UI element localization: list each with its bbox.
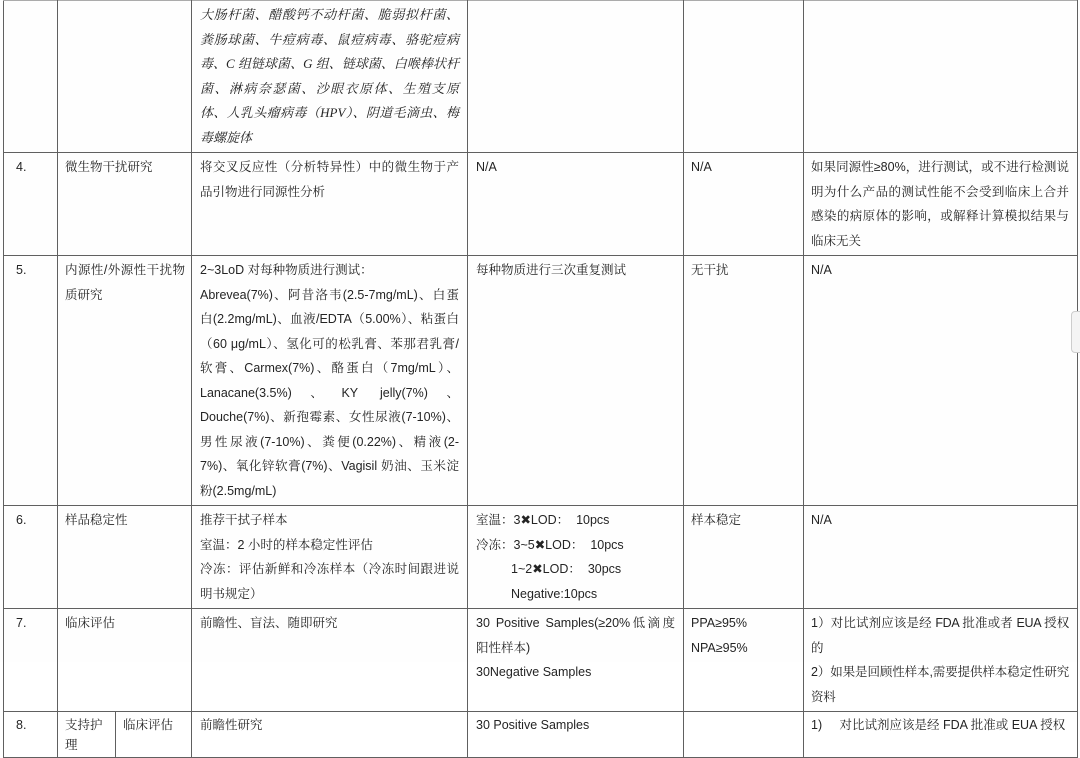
row-number-cell [4,1,58,153]
study-item-cell [58,609,192,712]
remark-item: 2）如果是回顾性样本,需要提供样本稳定性研究资料 [811,665,1069,704]
remark-text: N/A [811,263,832,277]
acceptance-criteria-cell [684,712,804,758]
study-item-label: 内源性/外源性干扰物质研究 [65,263,185,302]
study-design-line: 冷冻：评估新鲜和冷冻样本（冷冻时间跟进说明书规定） [200,562,459,601]
study-design-line: 2~3LoD 对每种物质进行测试： [200,263,373,277]
study-subitem-label: 临床评估 [123,718,174,732]
sample-size-line: 30 Positive Samples(≥20%低滴度阳性样本) [476,616,675,655]
acceptance-criteria-cell [684,506,804,609]
remark-cell [804,256,1078,506]
row-number-cell [4,506,58,609]
remark-cell [804,712,1078,758]
study-design-cell [192,1,468,153]
remark-text: N/A [811,513,832,527]
study-design-cell [192,153,468,256]
row-number: 6. [16,513,27,527]
sample-size-cell [468,153,684,256]
remark-cell [804,506,1078,609]
study-item-cell [58,506,192,609]
study-design-text: 将交叉反应性（分析特异性）中的微生物于产品引物进行同源性分析 [200,160,459,199]
sample-size-cell [468,1,684,153]
remark-cell [804,1,1078,153]
sample-size-cell [468,256,684,506]
study-design-cell [192,609,468,712]
viewer-scroll-handle-icon[interactable] [1071,311,1080,353]
row-number: 4. [16,160,27,174]
table-row-8 [4,712,1078,758]
study-design-cell [192,506,468,609]
sample-size-line: Negative:10pcs [511,586,598,601]
table-row-5 [4,256,1078,506]
sample-size-text: N/A [476,160,497,174]
study-item-cell [58,1,192,153]
acceptance-criteria-line: NPA≥95% [691,640,748,655]
remark-cell [804,153,1078,256]
table-row-4 [4,153,1078,256]
row-number: 8. [16,718,27,732]
acceptance-criteria-cell [684,609,804,712]
acceptance-criteria-text: 无干扰 [691,263,729,277]
study-subitem-cell [116,712,192,758]
row-number: 5. [16,263,27,277]
remark-text: 1) 对比试剂应该是经 FDA 批准或 EUA 授权 [811,718,1066,732]
sample-size-text: 30 Positive Samples [476,718,590,732]
interferent-list-text: Abrevea(7%)、阿昔洛韦(2.5-7mg/mL)、白蛋白(2.2mg/mL)、血液/EDTA（5.00%）、粘蛋白（60 μg/mL）、氢化可的松乳膏、苯那君乳膏/软膏、Carmex(7%)、酪蛋白（7mg/mL）、Lanacane(3.5%)、KY jelly(7%)、Douche(7%)、新孢霉素、女性尿液(7-10%)、男性尿液(7-10%)、粪便(0.22%)、精液(2-7%)、氧化锌软膏(7%)、Vagisil 奶油、玉米淀粉(2.5mg/mL) [200,287,459,498]
study-design-line: 推荐干拭子样本 [200,513,288,527]
study-item-label: 支持护理 [65,718,103,752]
study-item-cell [58,153,192,256]
row-number-cell [4,609,58,712]
sample-size-line: 1~2✖LOD： 30pcs [511,562,622,576]
study-design-cell [192,712,468,758]
study-design-text: 前瞻性、盲法、随即研究 [200,616,338,630]
acceptance-criteria-cell [684,1,804,153]
acceptance-criteria-line: PPA≥95% [691,616,747,630]
acceptance-criteria-cell [684,256,804,506]
study-item-cell [58,712,116,758]
acceptance-criteria-text: N/A [691,160,712,174]
remark-item: 1）对比试剂应该是经 FDA 批准或者 EUA 授权的 [811,616,1069,655]
acceptance-criteria-cell [684,153,804,256]
organism-list-text: 大肠杆菌、醋酸钙不动杆菌、脆弱拟杆菌、粪肠球菌、牛痘病毒、鼠痘病毒、骆驼痘病毒、C 组链球菌、G 组、链球菌、白喉棒状杆菌、淋病奈瑟菌、沙眼衣原体、生殖支原体、人乳头瘤病毒（HPV）、阴道毛滴虫、梅毒螺旋体 [200,7,459,145]
row-number: 7. [16,616,27,630]
sample-size-cell [468,609,684,712]
remark-cell [804,609,1078,712]
table-row-continued [4,1,1078,153]
study-item-label: 微生物干扰研究 [65,160,153,174]
sample-size-line: 室温：3✖LOD： 10pcs [476,513,610,527]
sample-size-text: 每种物质进行三次重复测试 [476,263,627,277]
study-design-text: 前瞻性研究 [200,718,263,732]
sample-size-cell [468,506,684,609]
row-number-cell [4,256,58,506]
remark-text: 如果同源性≥80%，进行测试，或不进行检测说明为什么产品的测试性能不会受到临床上合并感染的病原体的影响，或解释计算模拟结果与临床无关 [811,160,1069,248]
table-row-7 [4,609,1078,712]
sample-size-line: 冷冻：3~5✖LOD： 10pcs [476,537,624,552]
row-number-cell [4,712,58,758]
regulatory-comparison-table [3,0,1078,758]
acceptance-criteria-text: 样本稳定 [691,513,742,527]
study-item-cell [58,256,192,506]
row-number-cell [4,153,58,256]
study-design-line: 室温：2 小时的样本稳定性评估 [200,537,373,552]
study-design-cell [192,256,468,506]
study-item-label: 样品稳定性 [65,513,128,527]
table-row-6 [4,506,1078,609]
sample-size-cell [468,712,684,758]
sample-size-line: 30Negative Samples [476,665,592,679]
study-item-label: 临床评估 [65,616,116,630]
